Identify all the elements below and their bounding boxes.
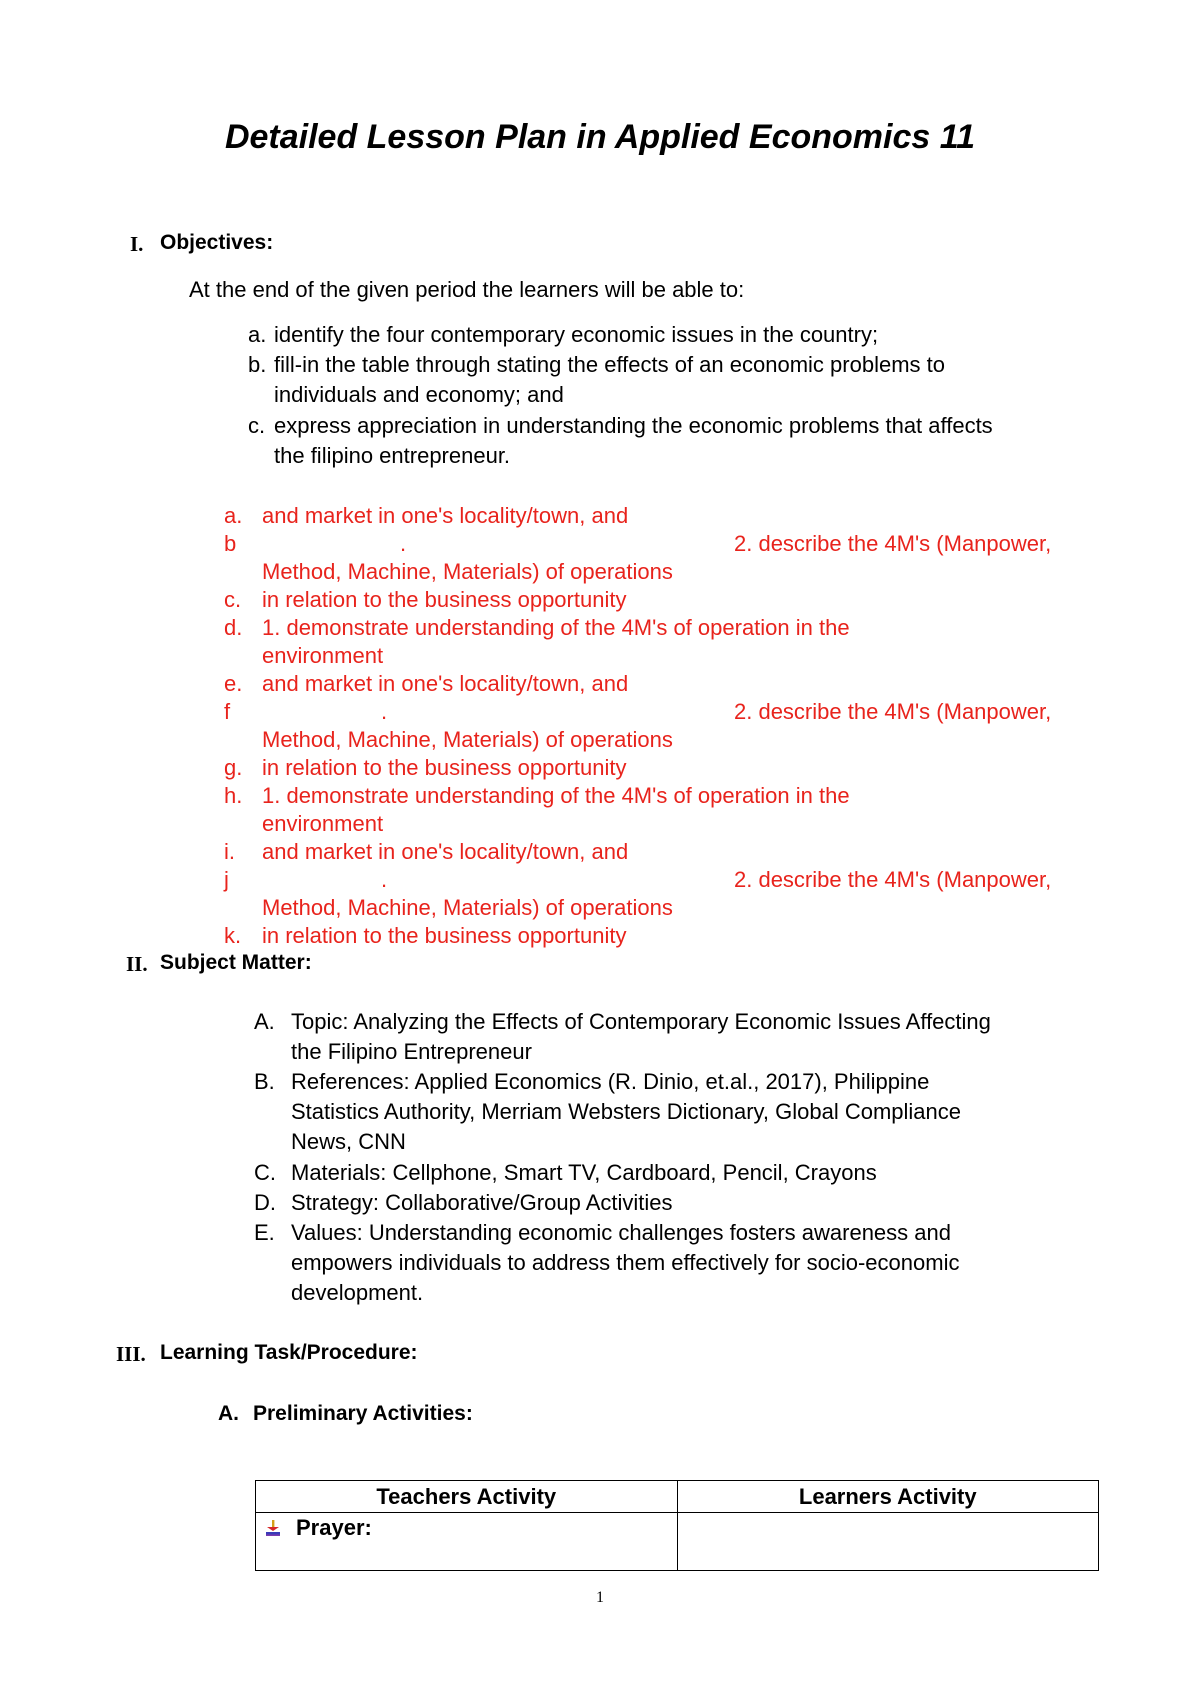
- prayer-label: Prayer:: [296, 1515, 372, 1540]
- objective-text: fill-in the table through stating the effects of an economic problems to: [274, 352, 945, 377]
- subject-text: References: Applied Economics (R. Dinio, et.al., 2017), Philippine: [291, 1069, 930, 1094]
- table-header-learners: Learners Activity: [677, 1481, 1099, 1513]
- red-item-text: and market in one's locality/town, and: [262, 503, 629, 528]
- red-item-text: Method, Machine, Materials) of operations: [262, 559, 673, 584]
- objective-text: the filipino entrepreneur.: [274, 443, 511, 468]
- objective-marker: c.: [248, 413, 266, 438]
- section-numeral-subject: II.: [126, 952, 148, 976]
- subject-marker: A.: [254, 1009, 275, 1034]
- red-item-marker: e.: [224, 671, 243, 696]
- red-item-text: and market in one's locality/town, and: [262, 671, 629, 696]
- subject-text: development.: [291, 1280, 424, 1305]
- subject-text: the Filipino Entrepreneur: [291, 1039, 532, 1064]
- red-item-marker: c.: [224, 587, 242, 612]
- red-item-marker: g.: [224, 755, 243, 780]
- red-item-text: 2. describe the 4M's (Manpower,: [734, 867, 1052, 892]
- red-item-text: in relation to the business opportunity: [262, 755, 627, 780]
- objective-text: individuals and economy; and: [274, 382, 564, 407]
- section-numeral-learning: III.: [116, 1342, 146, 1366]
- section-heading-subject: Subject Matter:: [160, 951, 312, 974]
- subject-text: empowers individuals to address them effectively for socio-economic: [291, 1250, 960, 1275]
- red-item-marker: h.: [224, 783, 243, 808]
- red-item-text: and market in one's locality/town, and: [262, 839, 629, 864]
- red-item-text: in relation to the business opportunity: [262, 923, 627, 948]
- red-item-text: 2. describe the 4M's (Manpower,: [734, 699, 1052, 724]
- red-item-marker: a.: [224, 503, 243, 528]
- red-item-text: in relation to the business opportunity: [262, 587, 627, 612]
- red-item-text: 1. demonstrate understanding of the 4M's of operation in the: [262, 615, 850, 640]
- objective-marker: b.: [248, 352, 267, 377]
- subsection-marker: A.: [218, 1402, 239, 1425]
- red-item-text: environment: [262, 643, 384, 668]
- objective-text: identify the four contemporary economic issues in the country;: [274, 322, 879, 347]
- subsection-heading-preliminary: Preliminary Activities:: [253, 1402, 473, 1425]
- subject-marker: B.: [254, 1069, 275, 1094]
- arrow-bullet-icon: [264, 1517, 282, 1535]
- red-item-marker: f: [224, 699, 231, 724]
- subject-marker: E.: [254, 1220, 275, 1245]
- table-header-teachers: Teachers Activity: [256, 1481, 678, 1513]
- activity-table: [255, 1480, 1099, 1571]
- subject-marker: C.: [254, 1160, 276, 1185]
- subject-text: Topic: Analyzing the Effects of Contemporary Economic Issues Affecting: [291, 1009, 991, 1034]
- table-header-row: [256, 1481, 1099, 1513]
- red-item-text: Method, Machine, Materials) of operations: [262, 727, 673, 752]
- subject-text: Values: Understanding economic challenges fosters awareness and: [291, 1220, 951, 1245]
- section-heading-objectives: Objectives:: [160, 231, 274, 254]
- red-item-dot: .: [381, 699, 388, 724]
- subject-text: Materials: Cellphone, Smart TV, Cardboard, Pencil, Crayons: [291, 1160, 877, 1185]
- objective-text: express appreciation in understanding the economic problems that affects: [274, 413, 993, 438]
- table-cell-teacher: [256, 1513, 678, 1571]
- objective-marker: a.: [248, 322, 267, 347]
- red-item-marker: d.: [224, 615, 243, 640]
- objectives-intro: At the end of the given period the learners will be able to:: [189, 277, 745, 302]
- red-item-dot: .: [400, 531, 407, 556]
- red-item-marker: i.: [224, 839, 235, 864]
- red-item-text: environment: [262, 811, 384, 836]
- table-cell-learner: [677, 1513, 1099, 1571]
- red-item-marker: b: [224, 531, 237, 556]
- red-item-dot: .: [381, 867, 388, 892]
- subject-marker: D.: [254, 1190, 276, 1215]
- subject-text: Strategy: Collaborative/Group Activities: [291, 1190, 673, 1215]
- subject-text: Statistics Authority, Merriam Websters Dictionary, Global Compliance: [291, 1099, 962, 1124]
- red-item-text: 2. describe the 4M's (Manpower,: [734, 531, 1052, 556]
- red-item-text: 1. demonstrate understanding of the 4M's of operation in the: [262, 783, 850, 808]
- section-numeral-objectives: I.: [130, 232, 144, 256]
- subject-text: News, CNN: [291, 1129, 406, 1154]
- page-number: 1: [596, 1589, 604, 1606]
- document-title: Detailed Lesson Plan in Applied Economics 11: [224, 118, 976, 156]
- red-item-marker: j: [224, 867, 229, 892]
- table-row: [256, 1513, 1099, 1571]
- section-heading-learning: Learning Task/Procedure:: [160, 1341, 418, 1364]
- red-item-marker: k.: [224, 923, 242, 948]
- red-item-text: Method, Machine, Materials) of operations: [262, 895, 673, 920]
